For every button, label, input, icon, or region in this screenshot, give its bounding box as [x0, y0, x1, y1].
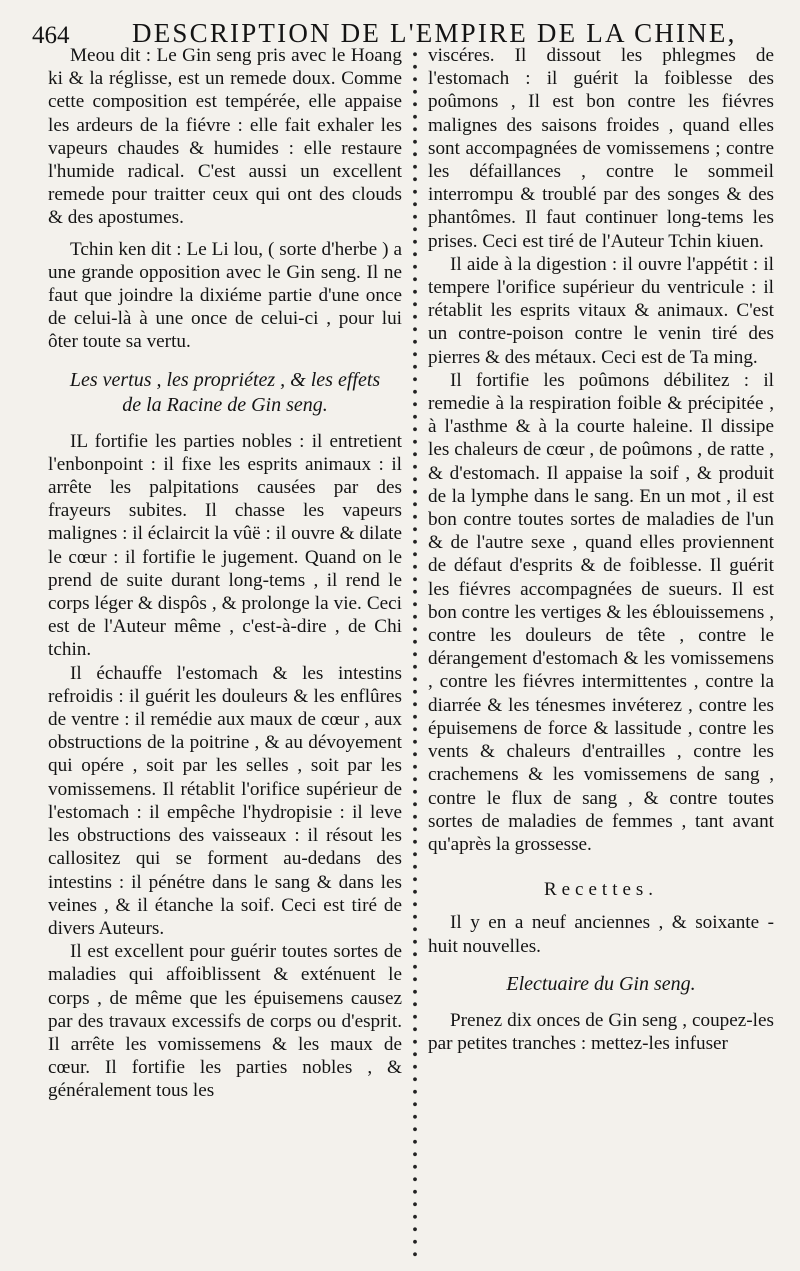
page-header [14, 8, 786, 48]
right-column [428, 44, 774, 1055]
paragraph: Il aide à la digestion : il ouvre l'appétit : il tempere l'orifice supérieur du ventricule : il rétablit les esprits vitaux & animaux. C'est un contre-poison contre le venin tiré des pierres & des métaux. Ceci est de Ta ming. [428, 253, 774, 368]
running-title: DESCRIPTION DE L'EMPIRE DE LA CHINE, [132, 18, 737, 48]
subheading-recettes: Recettes. [543, 879, 659, 901]
left-column [48, 44, 402, 1103]
section-heading-line: de la Racine de Gin seng. [122, 393, 328, 416]
recipe-title: Electuaire du Gin seng. [506, 972, 696, 995]
page-number: 464 [32, 22, 70, 49]
paragraph: Il est excellent pour guérir toutes sortes de maladies qui affoiblissent & exténuent le corps , de même que les épuisemens causez par des travaux excessifs de corps ou d'esprit. Il arrête les vomissemens & les maux de cœur. Il fortifie les parties nobles , & généralement tous les [48, 941, 402, 1102]
paragraph: Tchin ken dit : Le Li lou, ( sorte d'herbe ) a une grande opposition avec le Gin seng. Il ne faut que joindre la dixiéme partie d'une once de celui-là à une once de celui-ci , pour lui ôter toute sa vertu. [48, 238, 402, 353]
section-heading-line: Les vertus , les propriétez , & les effets [69, 368, 381, 391]
paragraph: Meou dit : Le Gin seng pris avec le Hoang ki & la réglisse, est un remede doux. Comme cette composition est tempérée, elle appaise les ardeurs de la fiévre : elle fait exhaler les vapeurs chaudes & humides : elle restaure l'humide radical. C'est aussi un excellent remede pour traitter ceux qui ont des clouds & des apostumes. [48, 45, 402, 229]
paragraph: Il fortifie les poûmons débilitez : il remedie à la respiration foible & précipitée , à l'asthme & à la courte haleine. Il dissipe les chaleurs de cœur , de poûmons , de ratte , & d'estomach. Il appaise la soif , & produit de la lymphe dans le sang. En un mot , il est bon contre toutes sortes de maladies de l'un & de l'autre sexe , quand elles proviennent de défaut d'esprits & de foiblesse. Il guérit les fiévres accompagnées de sueurs. Il est bon contre les vertiges & les éblouissemens , contre les douleurs de tête , contre le dérangement d'estomach & les vomissemens , contre les fiévres intermittentes , contre la diarrée & les ténesmes invéterez , contre les épuisemens de force & lassitude , contre les vents & chaleurs d'entrailles , contre les crachemens & les vomissemens de sang , contre le flux de sang , & contre toutes sortes de maladies de femmes , tant avant qu'après la grossesse. [428, 369, 774, 855]
column-divider-ornament [410, 48, 420, 1258]
section-heading [48, 368, 402, 418]
paragraph: Il y en a neuf anciennes , & soixante - huit nouvelles. [428, 912, 774, 957]
paragraph: viscéres. Il dissout les phlegmes de l'estomach : il guérit la foiblesse des poûmons , Il est bon contre les fiévres malignes des saisons froides , quand elles sont accompagnées de vomissemens ; contre les défaillances , contre le sommeil interrompu & troublé par des songes & des phantômes. Il faut continuer long-tems les prises. Ceci est tiré de l'Auteur Tchin kiuen. [428, 45, 774, 252]
paragraph: Il échauffe l'estomach & les intestins refroidis : il guérit les douleurs & les enflûres de ventre : il remédie aux maux de cœur , aux obstructions de la poitrine , & au dévoyement qui opére , soit par les selles , soit par les vomissemens. Il rétablit l'orifice supérieur de l'estomach : il empêche l'hydropisie : il leve les obstructions des vaisseaux : il résout les callositez qui se forment au-dedans des intestins : il pénétre dans le sang & dans les veines , & il étanche la soif. Ceci est tiré de divers Auteurs. [48, 662, 402, 939]
paragraph: Prenez dix onces de Gin seng , coupez-les par petites tranches : mettez-les infuser [428, 1009, 774, 1054]
paragraph: IL fortifie les parties nobles : il entretient l'enbonpoint : il fixe les esprits animaux : il arrête les palpitations causées par des frayeurs subites. Il chasse les vapeurs malignes : il éclaircit la vûë : il ouvre & dilate le cœur : il fortifie le jugement. Quand on le prend de suite durant long-tems , il rend le corps léger & dispôs , & prolonge la vie. Ceci est de l'Auteur même , c'est-à-dire , de Chi tchin. [48, 430, 402, 661]
